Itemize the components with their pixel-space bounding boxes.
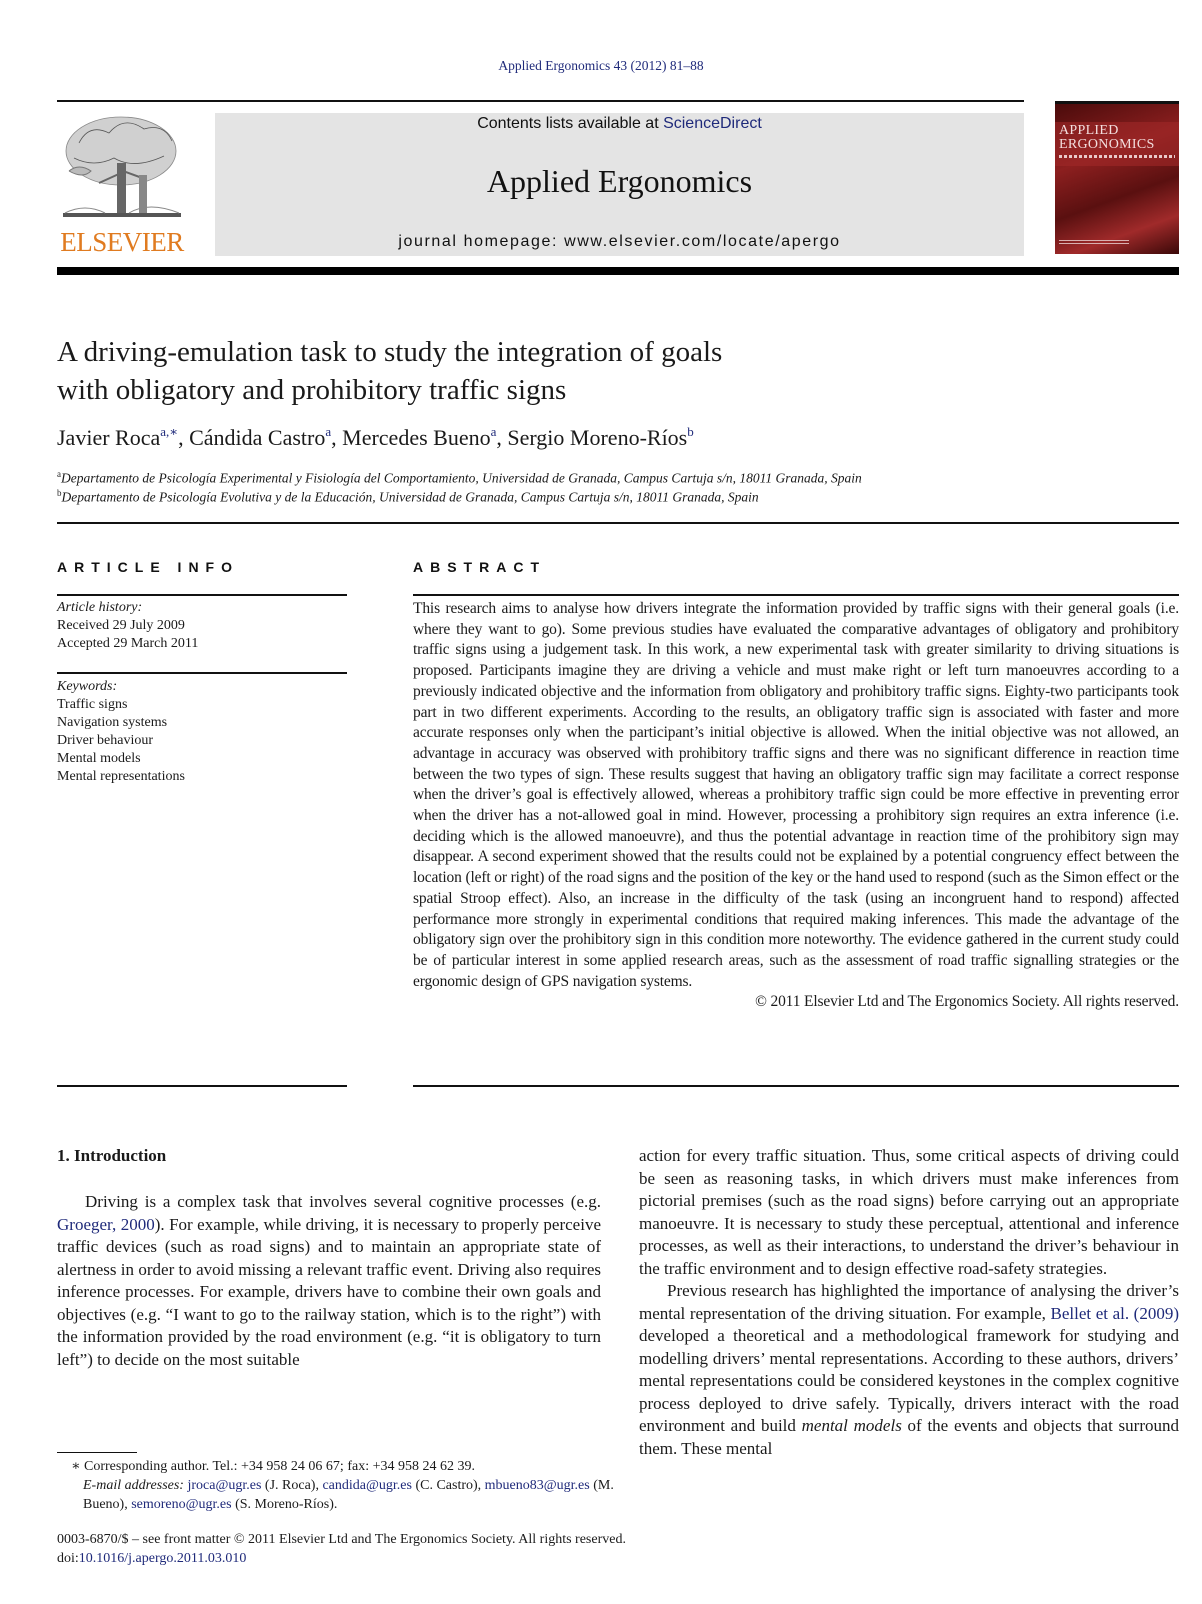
cover-title-line2: ERGONOMICS	[1059, 137, 1155, 152]
citation-link[interactable]: Applied Ergonomics 43 (2012) 81–88	[498, 58, 704, 73]
author-list	[57, 424, 694, 451]
email-link[interactable]: semoreno@ugr.es	[131, 1497, 232, 1512]
author-name: Sergio Moreno-Ríos	[507, 425, 688, 450]
title-line-2: with obligatory and prohibitory traffic signs	[57, 374, 567, 406]
accepted-date: Accepted 29 March 2011	[57, 636, 199, 651]
author-name: Javier Roca	[57, 425, 161, 450]
email-addresses	[57, 1476, 617, 1514]
author-affiliation-mark[interactable]: a	[490, 424, 497, 439]
paragraph-text: Driving is a complex task that involves several cognitive processes (e.g.	[85, 1192, 601, 1211]
paragraph-text: of the events and objects that surround them. These mental	[639, 1416, 1179, 1458]
header-rule	[57, 100, 1024, 102]
email-owner: (S. Moreno-Ríos).	[231, 1497, 338, 1512]
doi-line	[57, 1549, 626, 1568]
author-affiliation-mark[interactable]: a	[325, 424, 332, 439]
body-column-left	[57, 1191, 601, 1371]
affiliation-b	[57, 488, 759, 506]
header-thick-rule	[57, 267, 1179, 275]
article-history	[57, 599, 347, 653]
abstract-end-rule	[413, 1085, 1179, 1087]
email-owner: (J. Roca),	[261, 1478, 323, 1493]
front-matter	[57, 1530, 626, 1568]
author[interactable]	[57, 425, 189, 450]
author-name: Mercedes Bueno	[342, 425, 491, 450]
keyword: Driver behaviour	[57, 733, 154, 748]
footnote-rule	[57, 1452, 137, 1453]
author-separator: ,	[496, 425, 508, 450]
email-link[interactable]: candida@ugr.es	[322, 1478, 412, 1493]
elsevier-wordmark: ELSEVIER	[60, 227, 184, 257]
contents-prefix: Contents lists available at	[477, 115, 664, 132]
author-affiliation-mark[interactable]: a,∗	[160, 424, 179, 439]
affiliation-text: Departamento de Psicología Experimental y Fisiología del Comportamiento, Universidad de Granada, Campus Cartuja s/n, 18011 Granada, Spain	[61, 470, 862, 486]
elsevier-logo[interactable]	[57, 113, 187, 258]
doi-link[interactable]: 10.1016/j.apergo.2011.03.010	[78, 1551, 247, 1566]
footnote-text: Corresponding author. Tel.: +34 958 24 06 67; fax: +34 958 24 62 39.	[84, 1459, 475, 1474]
abstract-text: This research aims to analyse how drivers integrate the information provided by traffic signs with their general goals (i.e. where they want to go). Some previous studies have evaluated the comparative advantages of obligatory and prohibitory traffic signs using a judgement task. In this work, a new experimental task with greater similarity to driving situations is proposed. Participants imagine they are driving a vehicle and must make right or left turn manoeuvres according to a previously indicated objective and the information from obligatory and prohibitory traffic signs. Eighty-two participants took part in two different experiments. According to the results, an obligatory traffic sign is associated with faster and more accurate responses only when the participant’s initial objective is allowed. When the initial objective was not allowed, an advantage in accuracy was observed with prohibitory traffic signs and there was no significant difference in reaction time between the two types of sign. These results suggest that having an obligatory traffic sign may facilitate a correct response when the driver’s goal is effectively allowed, whereas a prohibitory traffic sign could be more effective in preventing error when the driver has a not-allowed goal in mind. However, processing a prohibitory sign requires an extra inference (i.e. deciding which is the allowed manoeuvre), and thus the potential advantage in reaction time of the prohibitory sign may disappear. A second experiment showed that the results could not be explained by a potential congruency effect between the location (left or right) of the road signs and the position of the key or the hand used to respond (such as the Simon effect or the spatial Stroop effect). Also, an increase in the difficulty of the task (using an incongruent hand to respond) affected performance more strongly in experimental conditions that required making inferences. This made the advantage of the obligatory sign over the prohibitory sign in this condition more noteworthy. The evidence gathered in the current study could be of particular interest in some applied research areas, such as the assessment of road traffic signalling strategies or the ergonomic design of GPS navigation systems.	[413, 600, 1179, 990]
paragraph-text: ). For example, while driving, it is necessary to properly perceive traffic devices (such as road signs) and to maintain an appropriate state of alertness in order to avoid missing a relevant traffic event. Driving also requires inference processes. For example, drivers have to combine their own goals and objectives (e.g. “I want to go to the railway station, which is to the right”) with the information provided by the road environment (e.g. “it is obligatory to turn left”) to decide on the most suitable	[57, 1214, 601, 1369]
author[interactable]	[189, 425, 342, 450]
author-separator: ,	[178, 425, 190, 450]
doi-label: doi:	[57, 1551, 79, 1566]
email-link[interactable]: mbueno83@ugr.es	[484, 1478, 590, 1493]
body-column-right	[639, 1145, 1179, 1460]
journal-homepage[interactable]: journal homepage: www.elsevier.com/locate/apergo	[398, 233, 841, 250]
elsevier-tree-icon	[59, 113, 184, 225]
keyword: Mental models	[57, 751, 141, 766]
journal-citation[interactable]	[0, 58, 1202, 74]
keyword: Navigation systems	[57, 715, 168, 730]
email-label: E-mail addresses:	[83, 1478, 184, 1493]
paragraph-text: Previous research has highlighted the importance of analysing the driver’s mental representation of the driving situation. For example,	[639, 1281, 1179, 1323]
keyword: Mental representations	[57, 769, 185, 784]
footnote-star: ∗	[71, 1459, 81, 1474]
journal-name: Applied Ergonomics	[486, 163, 753, 199]
history-label: Article history:	[57, 600, 143, 615]
abstract-heading: ABSTRACT	[413, 559, 546, 575]
author[interactable]	[342, 425, 507, 450]
sciencedirect-link[interactable]: ScienceDirect	[663, 115, 762, 132]
journal-banner	[215, 113, 1024, 256]
email-owner: (M. Bueno),	[83, 1478, 614, 1512]
keywords	[57, 678, 347, 786]
email-owner: (C. Castro),	[411, 1478, 485, 1493]
affiliation-mark: b	[57, 488, 62, 498]
author-affiliation-mark[interactable]: b	[687, 424, 694, 439]
affiliation-mark: a	[57, 469, 61, 479]
abstract-rule	[413, 594, 1179, 596]
abstract-copyright: © 2011 Elsevier Ltd and The Ergonomics Society. All rights reserved.	[755, 993, 1179, 1011]
corresponding-author-note	[57, 1457, 617, 1476]
footnote	[57, 1457, 617, 1514]
paragraph-text: developed a theoretical and a methodological framework for studying and modelling drivers’ mental representations. According to these authors, drivers’ mental representations could be considered keystones in the complex cognitive process deployed to drive safely. Typically, drivers interact with the road environment and build	[639, 1326, 1179, 1435]
author-name: Cándida Castro	[189, 425, 326, 450]
issn-line: 0003-6870/$ – see front matter © 2011 Elsevier Ltd and The Ergonomics Society. All rights reserved.	[57, 1532, 626, 1547]
section-rule	[57, 522, 1179, 524]
paragraph: action for every traffic situation. Thus, some critical aspects of driving could be seen as reasoning tasks, in which drivers must make inferences from pictorial premises (such as the road signs) before carrying out an appropriate manoeuvre. It is necessary to study these perceptual, attentional and inference processes, as well as their interactions, to understand the driver’s behaviour in the traffic environment and to design effective road-safety strategies.	[639, 1146, 1179, 1278]
affiliation-a	[57, 469, 862, 487]
contents-availability	[215, 115, 1024, 133]
title-line-1: A driving-emulation task to study the integration of goals	[57, 336, 723, 368]
cover-title	[1059, 124, 1155, 152]
article-info-heading: ARTICLE INFO	[57, 559, 239, 575]
abstract-body	[413, 599, 1179, 1013]
cover-subtitle	[1059, 155, 1175, 158]
paragraph	[57, 1191, 601, 1371]
article-info-rule	[57, 672, 347, 674]
received-date: Received 29 July 2009	[57, 618, 185, 633]
keywords-label: Keywords:	[57, 679, 118, 694]
author[interactable]	[507, 425, 693, 450]
journal-cover-image[interactable]	[1055, 101, 1179, 254]
article-info-rule	[57, 594, 347, 596]
article-title	[57, 333, 957, 409]
emphasis-text: mental models	[801, 1416, 902, 1435]
affiliation-text: Departamento de Psicología Evolutiva y de la Educación, Universidad de Granada, Campus Cartuja s/n, 18011 Granada, Spain	[61, 489, 759, 505]
paragraph	[639, 1280, 1179, 1460]
article-info-end-rule	[57, 1085, 347, 1087]
citation-link[interactable]: Groeger, 2000	[57, 1214, 155, 1234]
author-separator: ,	[331, 425, 343, 450]
keyword: Traffic signs	[57, 697, 128, 712]
cover-footer-text	[1059, 240, 1129, 246]
email-link[interactable]: jroca@ugr.es	[187, 1478, 262, 1493]
introduction-heading: 1. Introduction	[57, 1146, 167, 1165]
citation-link[interactable]: Bellet et al. (2009)	[1050, 1303, 1179, 1323]
cover-title-line1: APPLIED	[1059, 123, 1119, 138]
